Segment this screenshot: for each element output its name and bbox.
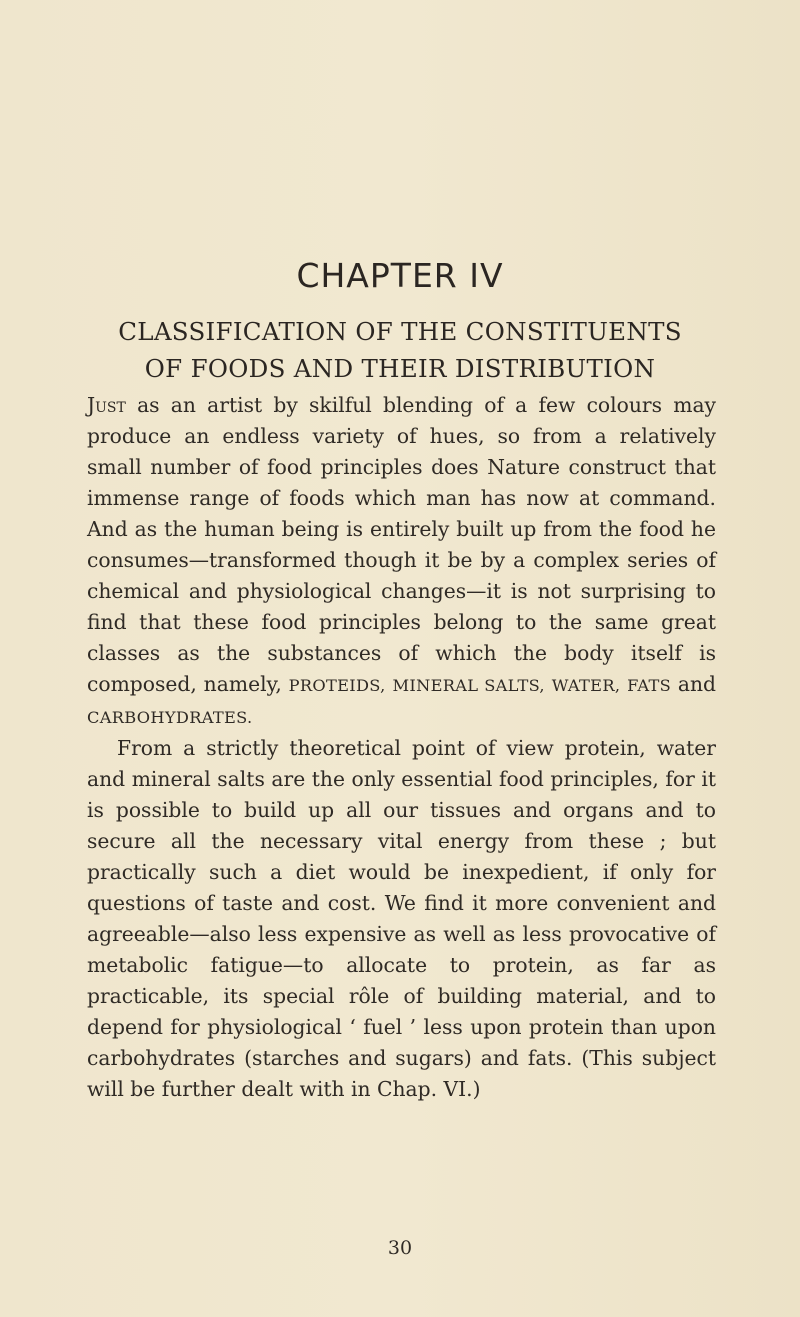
chapter-title-line-1: CLASSIFICATION OF THE CONSTITUENTS (118, 317, 682, 346)
class-water: WATER, (551, 676, 621, 695)
body-text (87, 390, 716, 1105)
paragraph-1-text: as an artist by skilful blending of a few colours may produce an endless variety of hues, so from a relatively small number of food principles does Nature construct that immense range of foods which man has now at command. And as the human being is entirely built up from the food he consumes—transformed though it be by a complex series of chemical and physiological changes—it is not surprising to find that these food principles belong to the same great classes as the substances of which the body itself is composed, namely, (87, 393, 716, 696)
class-carbohydrates: CARBOHYDRATES. (87, 708, 253, 727)
chapter-title-line-2: OF FOODS AND THEIR DISTRIBUTION (144, 354, 656, 383)
page-number: 30 (387, 1237, 413, 1259)
chapter-title (60, 313, 740, 387)
class-fats: FATS (627, 676, 672, 695)
class-proteids: PROTEIDS, (288, 676, 386, 695)
opening-word: Just (87, 393, 126, 417)
conjunction: and (677, 672, 717, 696)
paragraph-1 (87, 390, 716, 733)
class-mineral-salts: MINERAL SALTS, (392, 676, 545, 695)
paragraph-2: From a strictly theoretical point of view protein, water and mineral salts are the only essential food principles, for it is possible to build up all our tissues and organs and to secure all the necessary vital energy from these ; but practically such a diet would be inexpedient, if only for questions of taste and cost. We find it more convenient and agreeable—also less expensive as well as less provocative of metabolic fatigue—to allocate to protein, as far as practicable, its special rôle of building material, and to depend for physiological ‘ fuel ’ less upon protein than upon carbohydrates (starches and sugars) and fats. (This subject will be further dealt with in Chap. VI.) (87, 736, 716, 1101)
chapter-heading: CHAPTER IV (296, 256, 504, 295)
